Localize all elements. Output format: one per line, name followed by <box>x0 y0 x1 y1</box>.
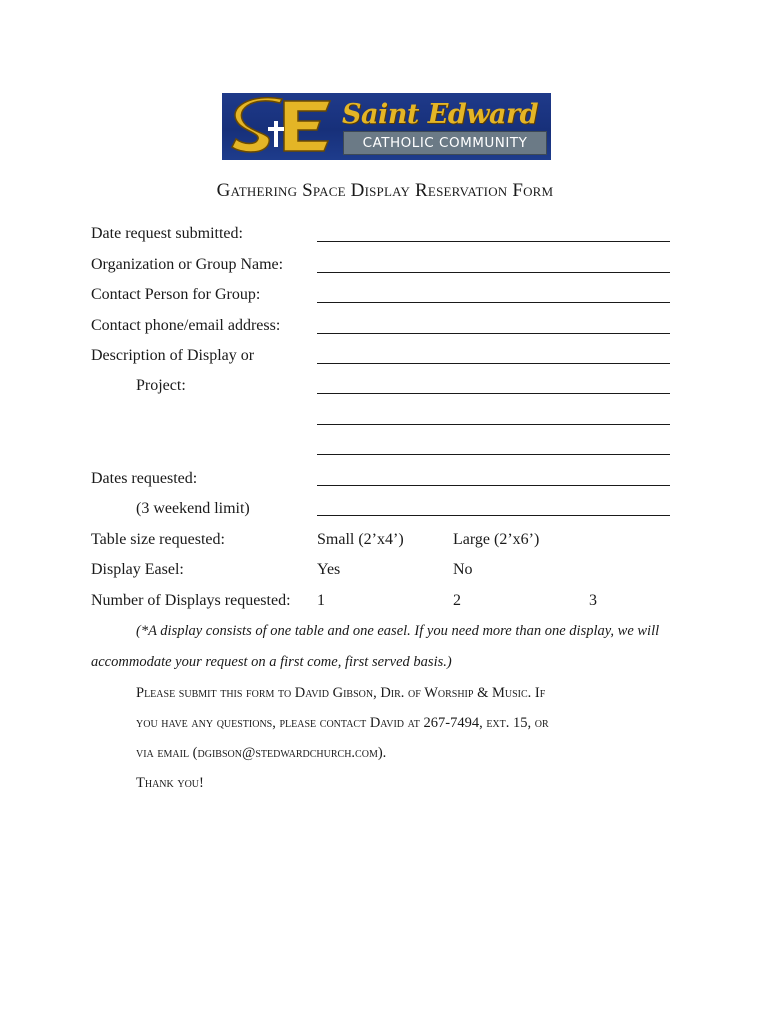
description-line-4[interactable] <box>317 454 670 455</box>
displays-option-3[interactable]: 3 <box>589 592 597 609</box>
organization-label: Organization or Group Name: <box>91 256 284 273</box>
easel-no-option[interactable]: No <box>453 561 473 578</box>
description-line-2[interactable] <box>317 393 670 394</box>
dates-requested-line-1[interactable] <box>317 485 670 486</box>
form-title: Gathering Space Display Reservation Form <box>216 180 554 201</box>
dates-requested-line-2[interactable] <box>317 515 670 516</box>
easel-yes-option[interactable]: Yes <box>317 561 341 578</box>
description-line-1[interactable] <box>317 363 670 364</box>
submit-info-line-3: via email (dgibson@stedwardchurch.com). <box>136 745 387 761</box>
easel-label: Display Easel: <box>91 561 184 578</box>
table-size-small-option[interactable]: Small (2’x4’) <box>317 531 404 548</box>
displays-option-2[interactable]: 2 <box>453 592 461 609</box>
description-label-project: Project: <box>136 377 186 394</box>
description-line-3[interactable] <box>317 424 670 425</box>
contact-info-line[interactable] <box>317 333 670 334</box>
logo-subtitle: CATHOLIC COMMUNITY <box>343 131 547 155</box>
logo-name: Saint Edward <box>342 99 539 130</box>
display-note-line-1: (*A display consists of one table and one easel. If you need more than one display, we will <box>136 623 660 639</box>
submit-info-line-1: Please submit this form to David Gibson, Dir. of Worship & Music. If <box>136 685 546 701</box>
weekend-limit-label: (3 weekend limit) <box>136 500 250 517</box>
dates-requested-label: Dates requested: <box>91 470 198 487</box>
contact-info-label: Contact phone/email address: <box>91 317 281 334</box>
submit-info-line-2: you have any questions, please contact David at 267-7494, ext. 15, or <box>136 715 549 731</box>
date-submitted-label: Date request submitted: <box>91 225 243 242</box>
date-submitted-line[interactable] <box>317 241 670 242</box>
table-size-label: Table size requested: <box>91 531 225 548</box>
saint-edward-logo <box>222 93 551 160</box>
contact-person-label: Contact Person for Group: <box>91 286 261 303</box>
display-note-line-2: accommodate your request on a first come, first served basis.) <box>91 654 452 670</box>
organization-line[interactable] <box>317 272 670 273</box>
displays-label: Number of Displays requested: <box>91 592 291 609</box>
displays-option-1[interactable]: 1 <box>317 592 325 609</box>
table-size-large-option[interactable]: Large (2’x6’) <box>453 531 540 548</box>
contact-person-line[interactable] <box>317 302 670 303</box>
description-label: Description of Display or <box>91 347 255 364</box>
thank-you-text: Thank you! <box>136 775 204 791</box>
